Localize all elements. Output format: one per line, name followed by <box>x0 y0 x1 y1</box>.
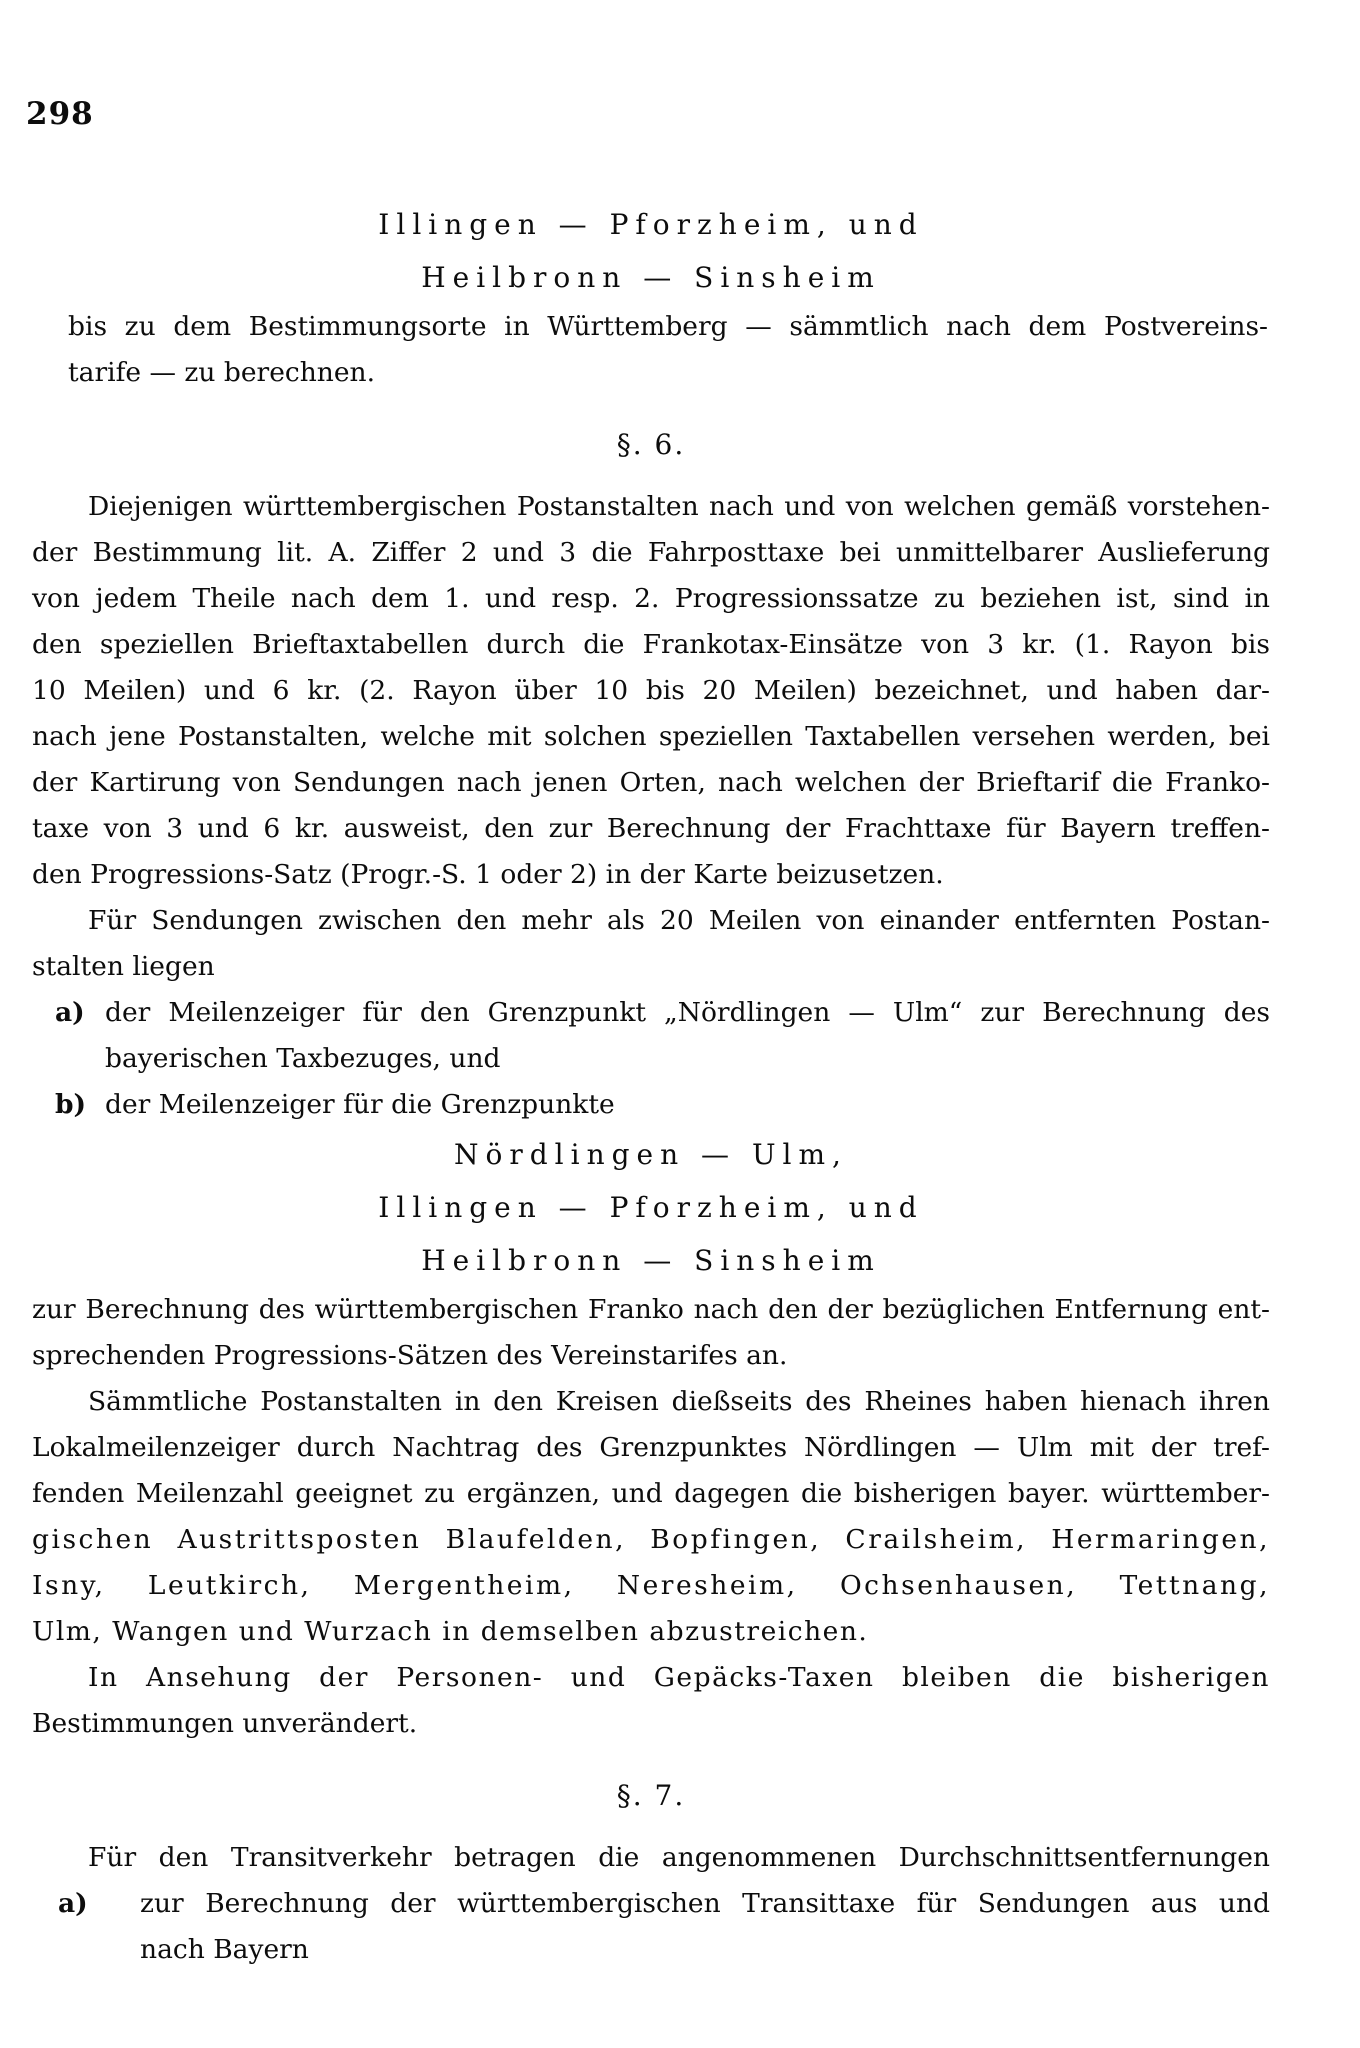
paragraph-line: Isny, Leutkirch, Mergentheim, Neresheim, Ochsenhausen, Tettnang, <box>32 1570 1270 1601</box>
route-heading: Nördlingen — Ulm, <box>454 1138 848 1171</box>
paragraph-line: nach jene Postanstalten, welche mit solchen speziellen Taxtabellen versehen werden, bei <box>32 721 1270 752</box>
paragraph-line: zur Berechnung des württembergischen Franko nach den der bezüglichen Entfernung ent- <box>32 1294 1270 1325</box>
paragraph-line: tarife — zu berechnen. <box>68 357 376 388</box>
paragraph-line: der Bestimmung lit. A. Ziffer 2 und 3 die Fahrposttaxe bei unmittelbarer Auslieferung <box>32 537 1270 568</box>
paragraph-line: bis zu dem Bestimmungsorte in Württemberg — sämmtlich nach dem Postvereins- <box>68 311 1268 342</box>
list-item-a-line <box>32 990 1270 1036</box>
list-item-b-line <box>32 1082 1270 1128</box>
paragraph-line: In Ansehung der Personen- und Gepäcks-Taxen bleiben die bisherigen <box>88 1662 1270 1693</box>
section-heading: §. 7. <box>616 1779 686 1812</box>
text-block <box>32 198 1270 1973</box>
route-heading: Heilbronn — Sinsheim <box>421 1244 881 1277</box>
paragraph-line: von jedem Theile nach dem 1. und resp. 2. Progressionssatze zu beziehen ist, sind in <box>32 583 1270 614</box>
paragraph-line: sprechenden Progressions-Sätzen des Vereinstarifes an. <box>32 1340 788 1371</box>
list-item-text: zur Berechnung der württembergischen Transittaxe für Sendungen aus und <box>140 1888 1270 1919</box>
section-heading: §. 6. <box>616 428 686 461</box>
list-item-text: bayerischen Taxbezuges, und <box>105 1043 501 1074</box>
list-item-a-line <box>32 1881 1270 1927</box>
paragraph-line: Für den Transitverkehr betragen die angenommenen Durchschnittsentfernungen <box>88 1842 1270 1873</box>
route-heading: Illingen — Pforzheim, und <box>378 1191 924 1224</box>
paragraph-line: gischen Austrittsposten Blaufelden, Bopfingen, Crailsheim, Hermaringen, <box>32 1524 1270 1555</box>
paragraph-line: 10 Meilen) und 6 kr. (2. Rayon über 10 bis 20 Meilen) bezeichnet, und haben dar- <box>32 675 1270 706</box>
list-item-text: der Meilenzeiger für die Grenzpunkte <box>105 1089 615 1120</box>
paragraph-line: Sämmtliche Postanstalten in den Kreisen dießseits des Rheines haben hienach ihren <box>88 1386 1270 1417</box>
page-number: 298 <box>26 96 94 132</box>
paragraph-line: den Progressions-Satz (Progr.-S. 1 oder 2) in der Karte beizusetzen. <box>32 859 944 890</box>
route-heading: Illingen — Pforzheim, und <box>378 208 924 241</box>
paragraph-line: der Kartirung von Sendungen nach jenen Orten, nach welchen der Brieftarif die Franko- <box>32 767 1270 798</box>
paragraph-line: den speziellen Brieftaxtabellen durch die Frankotax-Einsätze von 3 kr. (1. Rayon bis <box>32 629 1270 660</box>
list-item-text: nach Bayern <box>140 1934 309 1965</box>
paragraph-line: taxe von 3 und 6 kr. ausweist, den zur Berechnung der Frachttaxe für Bayern treffen- <box>32 813 1270 844</box>
list-item-a-line <box>32 1036 1270 1082</box>
paragraph-line: Lokalmeilenzeiger durch Nachtrag des Grenzpunktes Nördlingen — Ulm mit der tref- <box>32 1432 1270 1463</box>
list-item-text: der Meilenzeiger für den Grenzpunkt „Nördlingen — Ulm“ zur Berechnung des <box>105 997 1270 1028</box>
list-marker-b: b) <box>55 1089 87 1120</box>
list-item-a-line <box>32 1927 1270 1973</box>
paragraph-line: fenden Meilenzahl geeignet zu ergänzen, und dagegen die bisherigen bayer. württember- <box>32 1478 1270 1509</box>
list-marker-a: a) <box>58 1888 88 1919</box>
paragraph-line: stalten liegen <box>32 951 215 982</box>
paragraph-line: Für Sendungen zwischen den mehr als 20 Meilen von einander entfernten Postan- <box>88 905 1270 936</box>
paragraph-line: Ulm, Wangen und Wurzach in demselben abzustreichen. <box>32 1616 869 1647</box>
paragraph-line: Bestimmungen unverändert. <box>32 1708 418 1739</box>
list-marker-a: a) <box>55 997 85 1028</box>
paragraph-line: Diejenigen württembergischen Postanstalten nach und von welchen gemäß vorstehen- <box>88 491 1270 522</box>
route-heading: Heilbronn — Sinsheim <box>421 261 881 294</box>
